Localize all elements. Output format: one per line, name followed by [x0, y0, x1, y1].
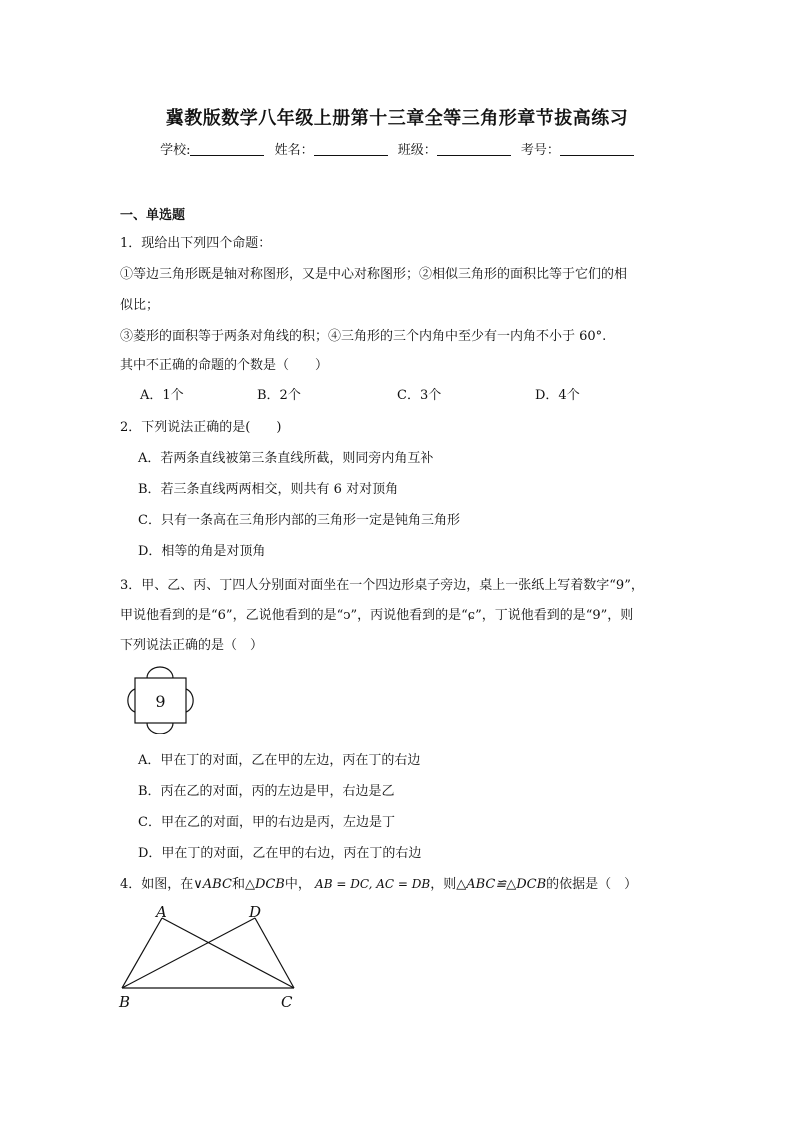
q4-suffix: 的依据是（ ）: [546, 877, 638, 892]
q4-prefix: 4．如图，在: [120, 877, 194, 892]
q3-option-c[interactable]: C．甲在乙的对面，甲的右边是丙，左边是丁: [138, 815, 395, 830]
school-blank[interactable]: [190, 143, 264, 156]
point-label-b: B: [119, 993, 131, 1011]
q4-triangle-abc: ∨ABC: [193, 877, 232, 892]
q2-stem: 2．下列说法正确的是( ): [120, 420, 282, 435]
class-label: 班级：: [397, 143, 437, 158]
q1-option-d[interactable]: D．4个: [535, 388, 580, 403]
q1-stem: 1．现给出下列四个命题：: [120, 236, 272, 251]
figure-digit: 9: [155, 692, 166, 711]
seat-bottom: [147, 723, 173, 734]
class-blank[interactable]: [437, 143, 511, 156]
q4-mid2: 中，: [284, 877, 311, 892]
seat-top: [147, 667, 173, 678]
school-label: 学校:: [160, 143, 191, 158]
document-title: 冀教版数学八年级上册第十三章全等三角形章节拔高练习: [165, 108, 629, 129]
q4-congruence: ABC≌△DCB: [466, 877, 547, 892]
triangle-figure: [112, 900, 312, 1018]
q2-option-b[interactable]: B．若三条直线两两相交，则共有 6 对对顶角: [138, 482, 399, 497]
q1-line3: ③菱形的面积等于两条对角线的积；④三角形的三个内角中至少有一内角不小于 60°.: [120, 329, 607, 344]
q2-option-c[interactable]: C．只有一条高在三角形内部的三角形一定是钝角三角形: [138, 513, 460, 528]
q1-line1: ①等边三角形既是轴对称图形，又是中心对称图形；②相似三角形的面积比等于它们的相: [120, 267, 628, 282]
q4-mid3: ，则△: [430, 877, 467, 892]
point-label-a: A: [156, 903, 167, 921]
q3-line2: 甲说他看到的是“6”，乙说他看到的是“ↄ”，丙说他看到的是“ɕ”，丁说他看到的是“9”，则: [120, 608, 634, 623]
q1-option-c[interactable]: C．3个: [397, 388, 442, 403]
q3-option-a[interactable]: A．甲在丁的对面，乙在甲的左边，丙在丁的右边: [138, 753, 421, 768]
student-info-line: [0, 139, 794, 158]
seat-left: [128, 689, 135, 712]
section-heading: 一、单选题: [120, 208, 186, 223]
q1-line2: 似比；: [120, 298, 160, 313]
q3-option-b[interactable]: B．丙在乙的对面，丙的左边是甲，右边是乙: [138, 784, 395, 799]
q1-option-a[interactable]: A．1个: [140, 388, 184, 403]
seat-right: [186, 689, 193, 712]
point-label-d: D: [249, 903, 262, 921]
q3-line3: 下列说法正确的是（ ）: [120, 638, 264, 653]
q4-mid1: 和△: [231, 877, 255, 892]
q3-line1: 3．甲、乙、丙、丁四人分别面对面坐在一个四边形桌子旁边，桌上一张纸上写着数字“9”，: [120, 578, 644, 593]
q1-option-b[interactable]: B．2个: [257, 388, 301, 403]
number-label: 考号：: [520, 143, 560, 158]
number-blank[interactable]: [560, 143, 634, 156]
q3-option-d[interactable]: D．甲在丁的对面，乙在甲的右边，丙在丁的右边: [138, 846, 422, 861]
q4-condition: AB = DC, AC = DB: [315, 877, 431, 891]
name-blank[interactable]: [314, 143, 388, 156]
q1-ask: 其中不正确的命题的个数是（ ）: [120, 358, 329, 373]
name-label: 姓名：: [274, 143, 314, 158]
q4-triangle-dcb: DCB: [254, 877, 285, 892]
q2-option-d[interactable]: D．相等的角是对顶角: [138, 544, 266, 559]
point-label-c: C: [281, 993, 293, 1011]
q4-stem: [120, 873, 637, 892]
q2-option-a[interactable]: A．若两条直线被第三条直线所截，则同旁内角互补: [138, 451, 434, 466]
table-figure: [120, 664, 200, 734]
